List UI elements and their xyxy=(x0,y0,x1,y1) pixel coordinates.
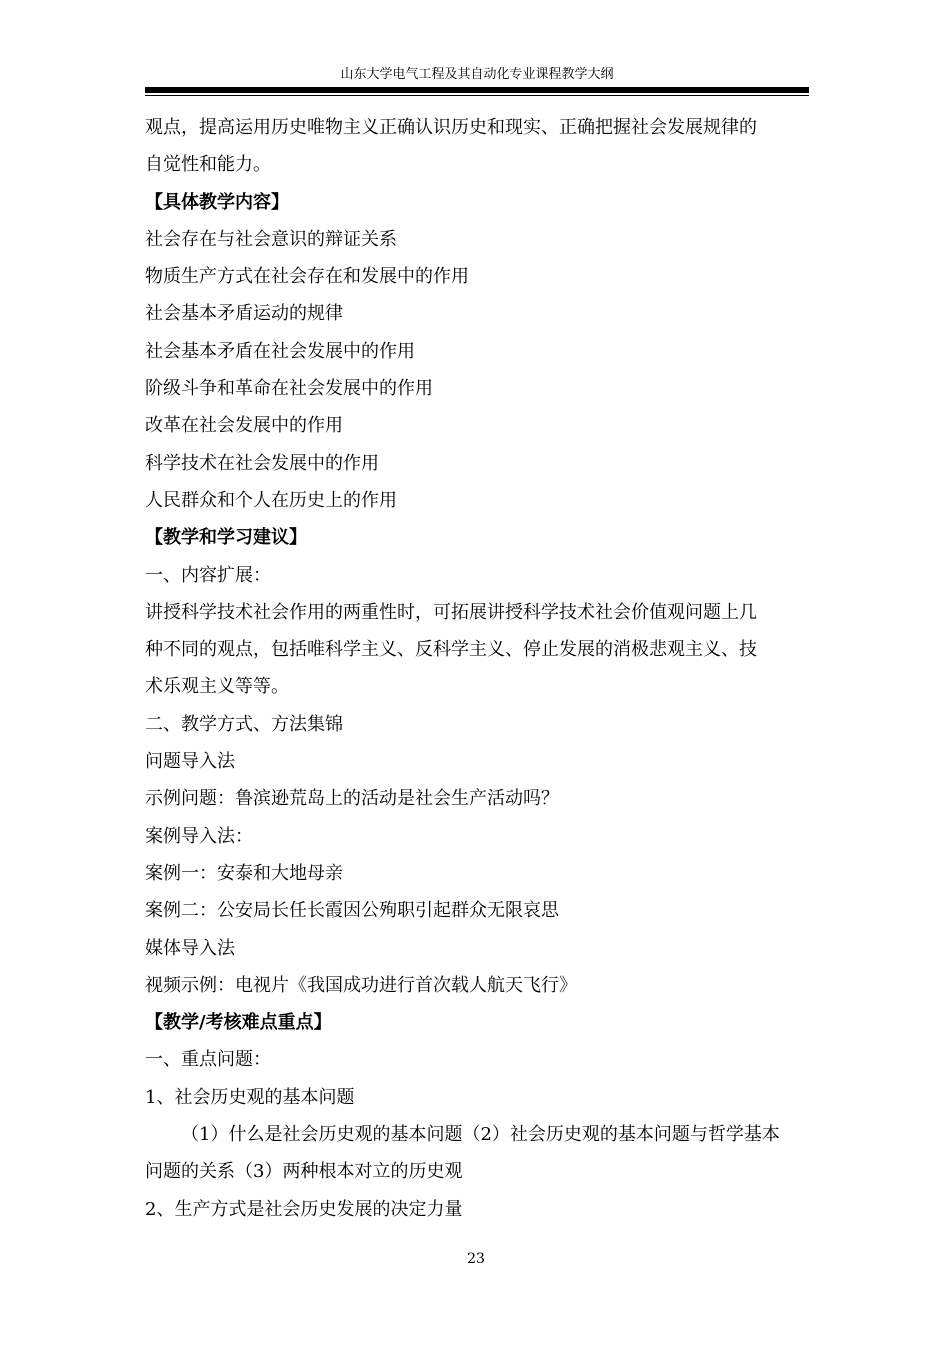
list-item: 案例二：公安局长任长霞因公殉职引起群众无限哀思 xyxy=(145,900,559,922)
list-item: 改革在社会发展中的作用 xyxy=(145,415,343,437)
header-rule-thin xyxy=(145,95,809,96)
list-item: 媒体导入法 xyxy=(145,937,235,959)
header-rule-thick xyxy=(145,87,809,93)
header-title: 山东大学电气工程及其自动化专业课程教学大纲 xyxy=(340,67,614,82)
section-heading-content: 【具体教学内容】 xyxy=(145,191,289,213)
list-item: 科学技术在社会发展中的作用 xyxy=(145,452,379,474)
list-item: 2、生产方式是社会历史发展的决定力量 xyxy=(145,1198,463,1220)
list-item: 1、社会历史观的基本问题 xyxy=(145,1086,355,1108)
list-item: 社会基本矛盾在社会发展中的作用 xyxy=(145,340,415,362)
list-item: 阶级斗争和革命在社会发展中的作用 xyxy=(145,378,433,400)
paragraph-line: 问题的关系（3）两种根本对立的历史观 xyxy=(145,1161,463,1183)
paragraph-line: 术乐观主义等等。 xyxy=(145,676,289,698)
list-item: 社会基本矛盾运动的规律 xyxy=(145,303,343,325)
paragraph-line: 自觉性和能力。 xyxy=(145,154,271,176)
list-item: 案例导入法： xyxy=(145,825,253,847)
list-item: 人民群众和个人在历史上的作用 xyxy=(145,489,397,511)
section-heading-suggestions: 【教学和学习建议】 xyxy=(145,527,307,549)
paragraph-line: 讲授科学技术社会作用的两重性时，可拓展讲授科学技术社会价值观问题上几 xyxy=(145,601,757,623)
paragraph-line: 种不同的观点，包括唯科学主义、反科学主义、停止发展的消极悲观主义、技 xyxy=(145,639,757,661)
list-item: 物质生产方式在社会存在和发展中的作用 xyxy=(145,266,469,288)
section-heading-key-points: 【教学/考核难点重点】 xyxy=(145,1012,332,1034)
paragraph-line: （1）什么是社会历史观的基本问题（2）社会历史观的基本问题与哲学基本 xyxy=(181,1124,780,1146)
page-number: 23 xyxy=(467,1251,485,1267)
subheading: 二、教学方式、方法集锦 xyxy=(145,713,343,735)
paragraph-line: 观点，提高运用历史唯物主义正确认识历史和现实、正确把握社会发展规律的 xyxy=(145,117,757,138)
list-item: 社会存在与社会意识的辩证关系 xyxy=(145,228,397,250)
subheading: 一、内容扩展： xyxy=(145,564,271,586)
list-item: 案例一：安泰和大地母亲 xyxy=(145,862,343,884)
list-item: 示例问题：鲁滨逊荒岛上的活动是社会生产活动吗？ xyxy=(145,788,559,810)
list-item: 问题导入法 xyxy=(145,751,235,773)
list-item: 视频示例：电视片《我国成功进行首次载人航天飞行》 xyxy=(145,974,577,996)
document-body xyxy=(145,109,809,1228)
subheading: 一、重点问题： xyxy=(145,1049,271,1071)
